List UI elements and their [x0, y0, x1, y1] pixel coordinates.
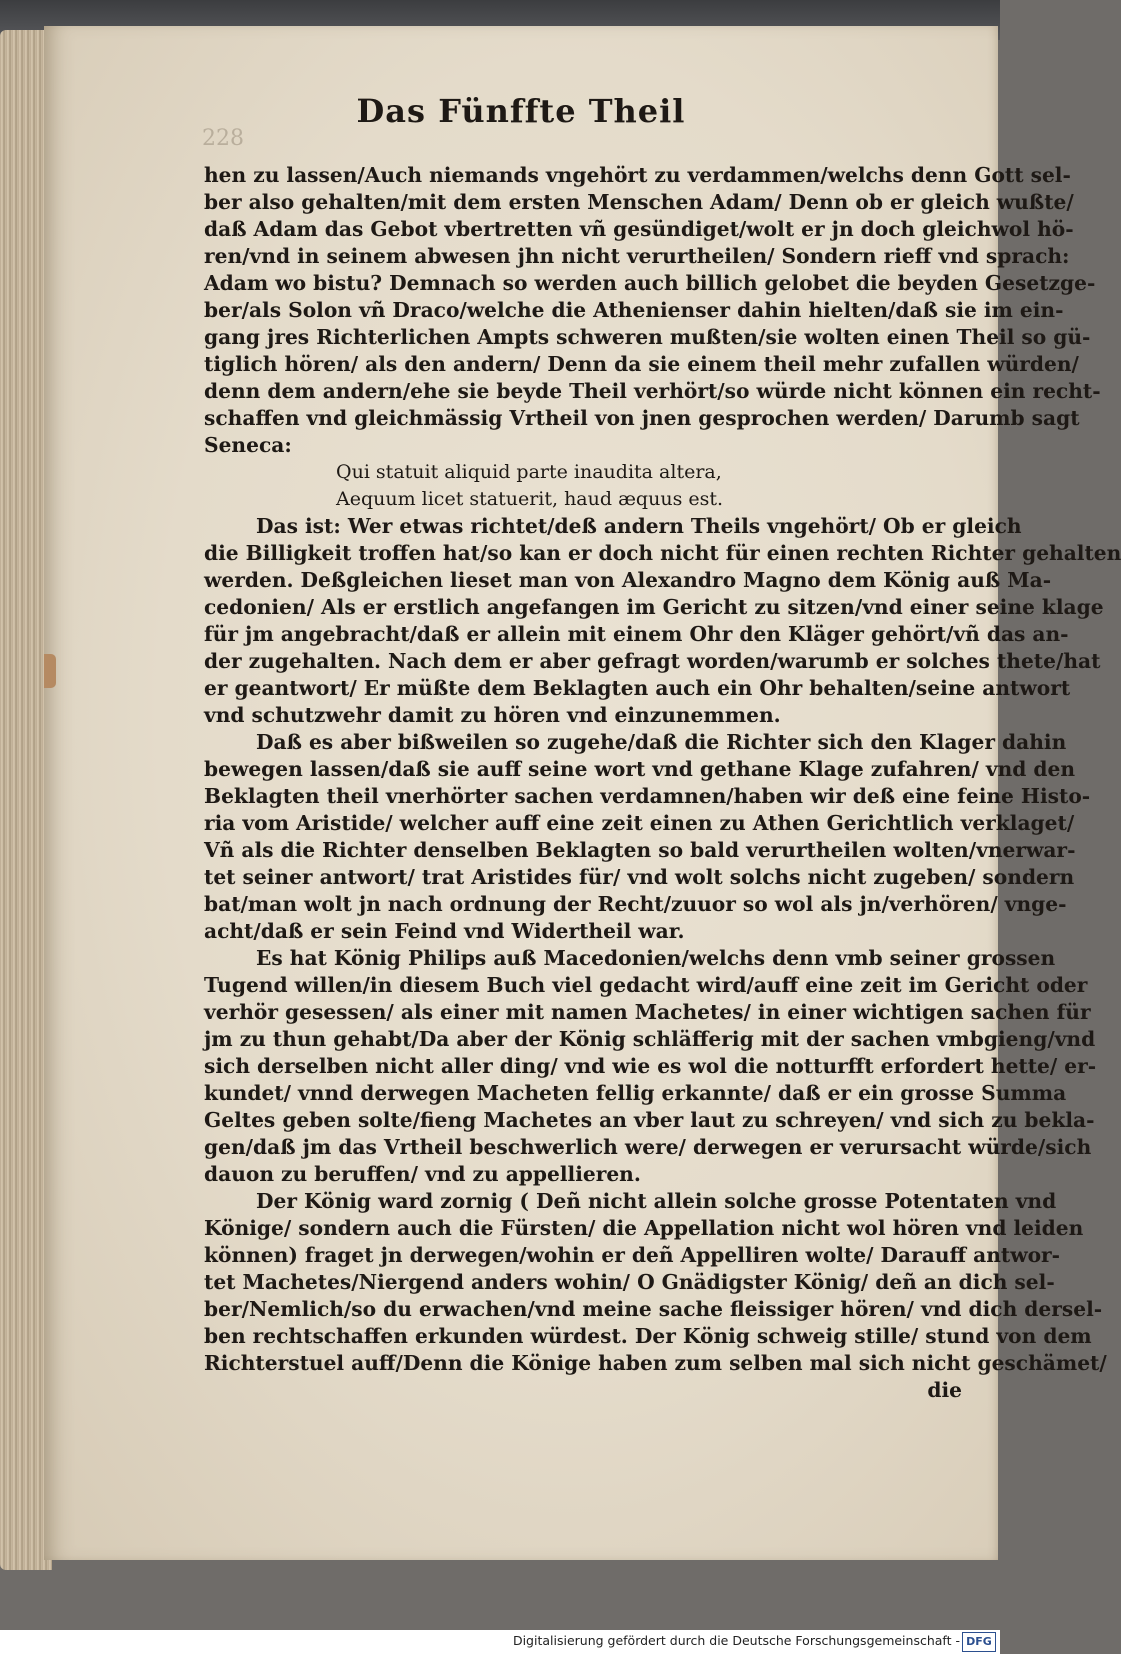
- text-line: acht/daß er sein Feind vnd Widertheil war.: [204, 919, 685, 943]
- body-text: [204, 162, 1121, 1404]
- text-line: Der König ward zornig ( Deñ nicht allein solche grosse Potentaten vnd: [256, 1189, 1057, 1213]
- text-line: ber also gehalten/mit dem ersten Menschen Adam/ Denn ob er gleich wußte/: [204, 190, 1074, 214]
- text-line: tet Machetes/Niergend anders wohin/ O Gnädigster König/ deñ an dich sel-: [204, 1270, 1055, 1294]
- text-line: Vñ als die Richter denselben Beklagten so bald verurtheilen wolten/vnerwar-: [204, 838, 1076, 862]
- dfg-logo[interactable]: DFG: [962, 1632, 996, 1652]
- text-line: Beklagten theil vnerhörter sachen verdamnen/haben wir deß eine feine Histo-: [204, 784, 1091, 808]
- text-line: Geltes geben solte/fieng Machetes an vber laut zu schreyen/ vnd sich zu bekla-: [204, 1108, 1095, 1132]
- text-line: tiglich hören/ als den andern/ Denn da sie einem theil mehr zufallen würden/: [204, 352, 1079, 376]
- funding-note: Digitalisierung gefördert durch die Deutsche Forschungsgemeinschaft -: [512, 1633, 960, 1648]
- text-line: verhör gesessen/ als einer mit namen Machetes/ in einer wichtigen sachen für: [204, 1000, 1091, 1024]
- text-line: gang jres Richterlichen Ampts schweren mußten/sie wolten einen Theil so gü-: [204, 325, 1091, 349]
- footer-bar: [0, 1630, 1000, 1654]
- text-line: gen/daß jm das Vrtheil beschwerlich were/ derwegen er verursacht würde/sich: [204, 1135, 1092, 1159]
- page-tab-marker: [44, 654, 56, 688]
- text-line: ren/vnd in seinem abwesen jhn nicht verurtheilen/ Sondern rieff vnd sprach:: [204, 244, 1070, 268]
- text-line: ben rechtschaffen erkunden würdest. Der König schweig stille/ stund von dem: [204, 1324, 1092, 1348]
- text-line: dauon zu beruffen/ vnd zu appellieren.: [204, 1162, 641, 1186]
- text-line: tet seiner antwort/ trat Aristides für/ vnd wolt solchs nicht zugeben/ sondern: [204, 865, 1075, 889]
- text-line: Es hat König Philips auß Macedonien/welchs denn vmb seiner grossen: [256, 946, 1056, 970]
- text-line: daß Adam das Gebot vbertretten vñ gesündiget/wolt er jn doch gleichwol hö-: [204, 217, 1074, 241]
- latin-quote-line: Qui statuit aliquid parte inaudita altera,: [336, 461, 722, 483]
- text-line: vnd schutzwehr damit zu hören vnd einzunemmen.: [204, 703, 781, 727]
- text-line: hen zu lassen/Auch niemands vngehört zu verdammen/welchs denn Gott sel-: [204, 163, 1071, 187]
- text-line: jm zu thun gehabt/Da aber der König schläfferig mit der sachen vmbgieng/vnd: [204, 1027, 1096, 1051]
- text-line: können) fraget jn derwegen/wohin er deñ Appelliren wolte/ Darauff antwor-: [204, 1243, 1061, 1267]
- text-line: cedonien/ Als er erstlich angefangen im Gericht zu sitzen/vnd einer seine klage: [204, 595, 1104, 619]
- text-line: sich derselben nicht aller ding/ vnd wie es wol die notturfft erfordert hette/ er-: [204, 1054, 1097, 1078]
- text-line: Könige/ sondern auch die Fürsten/ die Appellation nicht wol hören vnd leiden: [204, 1216, 1084, 1240]
- text-line: schaffen vnd gleichmässig Vrtheil von jnen gesprochen werden/ Darumb sagt: [204, 406, 1080, 430]
- page-number: 228: [202, 126, 244, 151]
- text-line: Daß es aber bißweilen so zugehe/daß die Richter sich den Klager dahin: [256, 730, 1067, 754]
- text-line: Richterstuel auff/Denn die Könige haben zum selben mal sich nicht geschämet/: [204, 1351, 1107, 1375]
- catchword: die: [927, 1378, 962, 1402]
- text-line: werden. Deßgleichen lieset man von Alexandro Magno dem König auß Ma-: [204, 568, 1052, 592]
- book-page: [44, 26, 1121, 1560]
- text-line: denn dem andern/ehe sie beyde Theil verhört/so würde nicht können ein recht-: [204, 379, 1101, 403]
- text-line: bewegen lassen/daß sie auff seine wort vnd gethane Klage zufahren/ vnd den: [204, 757, 1076, 781]
- text-line: er geantwort/ Er müßte dem Beklagten auch ein Ohr behalten/seine antwort: [204, 676, 1071, 700]
- running-header: Das Fünffte Theil: [356, 92, 686, 130]
- text-line: Seneca:: [204, 433, 292, 457]
- text-line: ria vom Aristide/ welcher auff eine zeit einen zu Athen Gerichtlich verklaget/: [204, 811, 1075, 835]
- text-line: der zugehalten. Nach dem er aber gefragt worden/warumb er solches thete/hat: [204, 649, 1101, 673]
- text-line: ber/als Solon vñ Draco/welche die Athenienser dahin hielten/daß sie im ein-: [204, 298, 1064, 322]
- latin-quote-line: Aequum licet statuerit, haud æquus est.: [336, 488, 724, 510]
- text-line: ber/Nemlich/so du erwachen/vnd meine sache fleissiger hören/ vnd dich dersel-: [204, 1297, 1103, 1321]
- text-line: kundet/ vnnd derwegen Macheten fellig erkannte/ daß er ein grosse Summa: [204, 1081, 1067, 1105]
- text-line: Tugend willen/in diesem Buch viel gedacht wird/auff eine zeit im Gericht oder: [204, 973, 1088, 997]
- text-line: bat/man wolt jn nach ordnung der Recht/zuuor so wol als jn/verhören/ vnge-: [204, 892, 1067, 916]
- text-line: Das ist: Wer etwas richtet/deß andern Theils vngehört/ Ob er gleich: [256, 514, 1022, 538]
- text-line: die Billigkeit troffen hat/so kan er doch nicht für einen rechten Richter gehalten: [204, 541, 1121, 565]
- text-line: für jm angebracht/daß er allein mit einem Ohr den Kläger gehört/vñ das an-: [204, 622, 1069, 646]
- text-line: Adam wo bistu? Demnach so werden auch billich gelobet die beyden Gesetzge-: [204, 271, 1096, 295]
